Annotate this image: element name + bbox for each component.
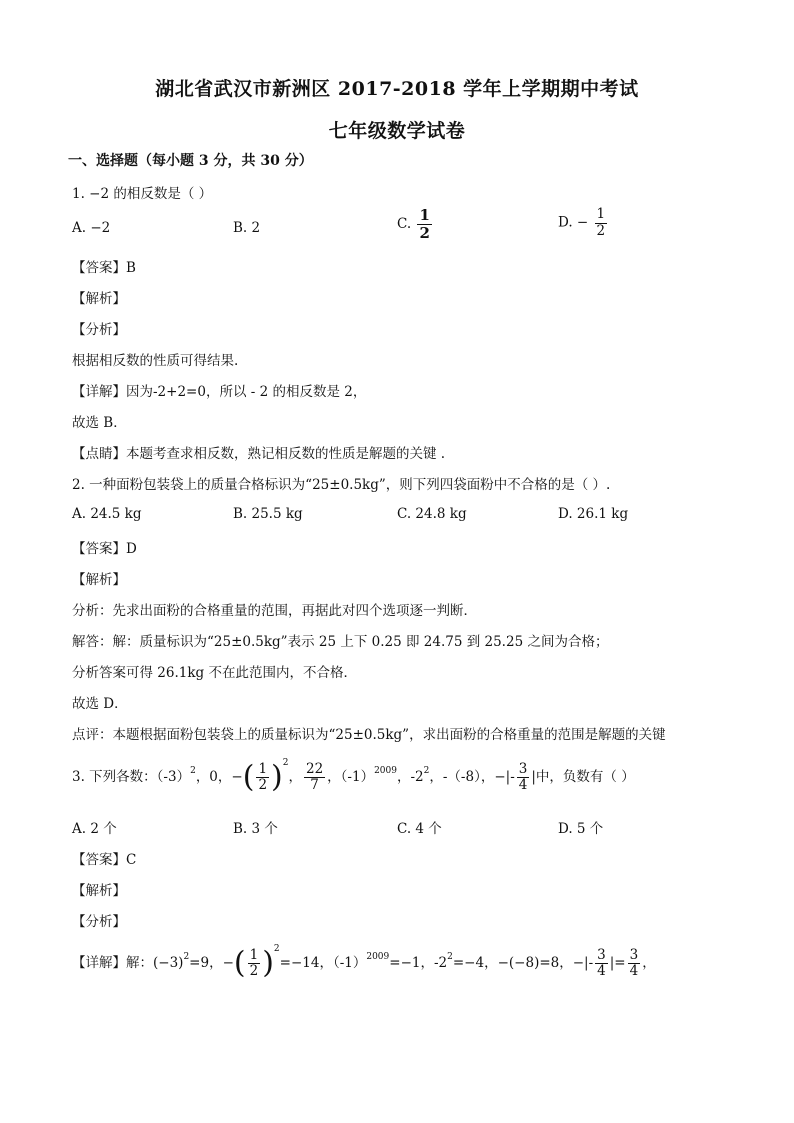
fraction-numerator: 1 <box>258 760 268 777</box>
exponent: 2 <box>183 952 190 962</box>
fraction-numerator: 1 <box>596 206 606 222</box>
fraction-numerator: 1 <box>249 946 259 963</box>
q3-jiexi: 【解析】 <box>72 883 126 899</box>
q3-detail-part: =9，− <box>189 955 234 971</box>
q2-option-d: D. 26.1 kg <box>558 506 629 522</box>
q2-option-c: C. 24.8 kg <box>397 506 467 522</box>
right-paren: ) <box>262 945 274 981</box>
q3-option-a: A. 2 个 <box>72 821 117 837</box>
q2-option-a: A. 24.5 kg <box>72 506 142 522</box>
q3-stem-part: ，0，− <box>195 769 243 785</box>
q3-stem-prefix: 3. 下列各数：（-3） <box>72 769 191 785</box>
q3-fraction-half <box>256 760 269 793</box>
q3-detail-fraction-3-4 <box>595 946 608 979</box>
fraction-denominator: 2 <box>596 222 606 239</box>
q2-analysis: 分析：先求出面粉的合格重量的范围，再据此对四个选项逐一判断． <box>72 603 477 619</box>
q2-comment: 点评：本题根据面粉包装袋上的质量标识为“25±0.5kg”，求出面粉的合格重量的范围是解题的关键 <box>72 727 666 743</box>
q1-option-c-label: C. <box>397 216 412 232</box>
q3-answer: 【答案】C <box>72 852 137 868</box>
q1-answer: 【答案】B <box>72 260 136 276</box>
fraction-denominator: 2 <box>419 224 430 242</box>
fraction-denominator: 4 <box>597 963 606 979</box>
q3-detail-part: =−14，（-1） <box>279 955 367 971</box>
q2-answer: 【答案】D <box>72 541 137 557</box>
q2-option-b: B. 25.5 kg <box>233 506 303 522</box>
q3-stem-part: ，-2 <box>396 769 424 785</box>
q1-option-c <box>397 208 434 241</box>
fraction-denominator: 7 <box>310 777 319 793</box>
q3-fraction-22-7 <box>304 760 325 793</box>
fraction-denominator: 4 <box>518 777 528 793</box>
q3-fraction-3-4 <box>517 760 530 793</box>
fraction-numerator: 22 <box>305 760 324 777</box>
q1-detail: 【详解】因为-2+2=0，所以 - 2 的相反数是 2， <box>72 384 367 400</box>
left-paren: ( <box>242 759 255 795</box>
fraction-denominator: 4 <box>629 963 639 979</box>
exam-subtitle: 七年级数学试卷 <box>328 120 466 142</box>
q2-jiexi: 【解析】 <box>72 572 126 588</box>
q1-fenxi: 【分析】 <box>72 322 126 338</box>
q1-option-d <box>558 208 609 238</box>
right-paren: ) <box>271 759 283 795</box>
q3-option-b: B. 3 个 <box>233 821 278 837</box>
exam-title: 湖北省武汉市新洲区 2017-2018 学年上学期期中考试 <box>155 78 639 100</box>
q3-stem-part: |中，负数有（ ） <box>531 769 635 785</box>
q3-fenxi: 【分析】 <box>72 914 126 930</box>
q3-detail-part: =−4，−(−8)=8，−|- <box>452 955 594 971</box>
q1-option-b: B. 2 <box>233 220 261 236</box>
q2-conclusion: 故选 D． <box>72 696 128 712</box>
q2-solution: 解答：解：质量标识为“25±0.5kg”表示 25 上下 0.25 即 24.75 到 25.25 之间为合格； <box>72 634 609 650</box>
exponent: 2 <box>273 944 280 954</box>
exponent: 2 <box>447 952 453 962</box>
fraction-numerator: 3 <box>629 946 639 963</box>
q1-option-d-fraction <box>595 208 608 238</box>
fraction-numerator: 3 <box>597 946 606 963</box>
exponent: 2009 <box>366 952 390 962</box>
q3-stem-part: ， <box>288 769 302 785</box>
exponent: 2 <box>423 766 430 776</box>
left-paren: ( <box>233 945 246 981</box>
exponent: 2 <box>190 766 196 776</box>
q2-stem: 2. 一种面粉包装袋上的质量合格标识为“25±0.5kg”，则下列四袋面粉中不合格的是（ ）. <box>72 477 611 493</box>
q3-detail-fraction-half <box>248 946 261 979</box>
q3-detail <box>72 944 656 979</box>
q3-option-d: D. 5 个 <box>558 821 604 837</box>
fraction-numerator: 3 <box>518 760 528 777</box>
q1-stem: 1. −2 的相反数是（ ） <box>72 186 213 202</box>
q1-jiexi: 【解析】 <box>72 291 126 307</box>
exponent: 2009 <box>374 766 397 776</box>
section-heading: 一、选择题（每小题 3 分，共 30 分） <box>68 153 313 169</box>
q3-detail-prefix: 【详解】解：(−3) <box>72 955 184 971</box>
q1-option-d-label: D. − <box>558 214 589 231</box>
q3-stem-part: ，-（-8），−|- <box>429 769 515 785</box>
q3-detail-part: =−1，-2 <box>389 955 448 971</box>
q1-option-a: A. −2 <box>72 220 111 236</box>
q1-option-c-fraction <box>417 208 431 241</box>
q1-note: 【点睛】本题考查求相反数，熟记相反数的性质是解题的关键 . <box>72 446 446 462</box>
q3-stem-part: ，（-1） <box>327 769 375 785</box>
q2-solution-2: 分析答案可得 26.1kg 不在此范围内，不合格． <box>72 665 357 681</box>
exponent: 2 <box>282 758 289 768</box>
q3-stem <box>72 758 635 793</box>
fraction-numerator: 1 <box>419 206 430 224</box>
fraction-denominator: 2 <box>258 777 268 793</box>
q3-option-c: C. 4 个 <box>397 821 442 837</box>
q1-fenxi-text: 根据相反数的性质可得结果. <box>72 353 239 369</box>
q3-detail-part: |= <box>609 955 626 971</box>
q3-detail-part: ， <box>642 955 656 971</box>
fraction-denominator: 2 <box>249 963 259 979</box>
q1-conclusion: 故选 B． <box>72 415 127 431</box>
q3-detail-fraction-3-4-result <box>628 946 641 979</box>
